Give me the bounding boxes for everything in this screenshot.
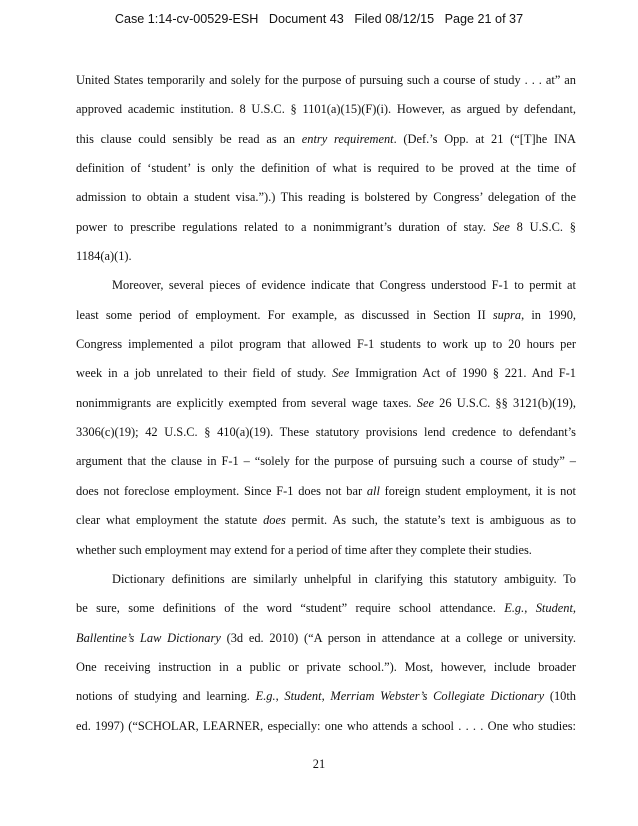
text-line: 1184(a)(1).	[76, 249, 132, 264]
case-header	[0, 12, 638, 26]
text-line: clear what employment the statute does permit. As such, the statute’s text is ambiguous as to	[76, 513, 576, 528]
text-line: power to prescribe regulations related to a nonimmigrant’s duration of stay. See 8 U.S.C. §	[76, 219, 576, 234]
text-line: whether such employment may extend for a period of time after they complete their studies.	[76, 542, 532, 557]
text-line: Ballentine’s Law Dictionary (3d ed. 2010) (“A person in attendance at a college or university.	[76, 630, 576, 645]
text-line: One receiving instruction in a public or private school.”). Most, however, include broader	[76, 659, 576, 674]
filed-date: Filed 08/12/15	[354, 12, 435, 26]
body-text	[76, 66, 576, 741]
text-line: week in a job unrelated to their field of study. See Immigration Act of 1990 § 221. And F-1	[76, 366, 577, 381]
paragraph-start: Moreover, several pieces of evidence indicate that Congress understood F-1 to permit at	[112, 278, 576, 293]
text-line: 3306(c)(19); 42 U.S.C. § 410(a)(19). These statutory provisions lend credence to defendant’s	[76, 425, 576, 440]
page-number: 21	[312, 757, 326, 771]
case-number: Case 1:14-cv-00529-ESH	[114, 12, 259, 26]
text-line: least some period of employment. For example, as discussed in Section II supra, in 1990,	[76, 307, 576, 322]
text-line: notions of studying and learning. E.g., Student, Merriam Webster’s Collegiate Dictionary (10th	[76, 689, 576, 704]
text-line: admission to obtain a student visa.”).) This reading is bolstered by Congress’ delegation of the	[76, 190, 576, 205]
text-line: definition of ‘student’ is only the definition of what is required to be proved at the time of	[76, 161, 576, 176]
text-line: argument that the clause in F-1 – “solely for the purpose of pursuing such a course of study” –	[76, 454, 576, 469]
paragraph-start: Dictionary definitions are similarly unhelpful in clarifying this statutory ambiguity. To	[112, 571, 576, 586]
document-number: Document 43	[268, 12, 344, 26]
text-line: be sure, some definitions of the word “student” require school attendance. E.g., Student,	[76, 601, 576, 616]
text-line: does not foreclose employment. Since F-1 does not bar all foreign student employment, it is not	[76, 483, 576, 498]
text-line: ed. 1997) (“SCHOLAR, LEARNER, especially: one who attends a school . . . . One who studies:	[76, 718, 576, 733]
text-line: approved academic institution. 8 U.S.C. § 1101(a)(15)(F)(i). However, as argued by defendant,	[76, 102, 576, 117]
text-line: nonimmigrants are explicitly exempted from several wage taxes. See 26 U.S.C. §§ 3121(b)(19),	[76, 395, 576, 410]
text-line: this clause could sensibly be read as an entry requirement. (Def.’s Opp. at 21 (“[T]he INA	[76, 131, 577, 146]
text-line: United States temporarily and solely for the purpose of pursuing such a course of study . . . at” an	[76, 73, 576, 87]
page-count: Page 21 of 37	[444, 12, 524, 26]
text-line: Congress implemented a pilot program that allowed F-1 students to work up to 20 hours per	[76, 337, 576, 352]
